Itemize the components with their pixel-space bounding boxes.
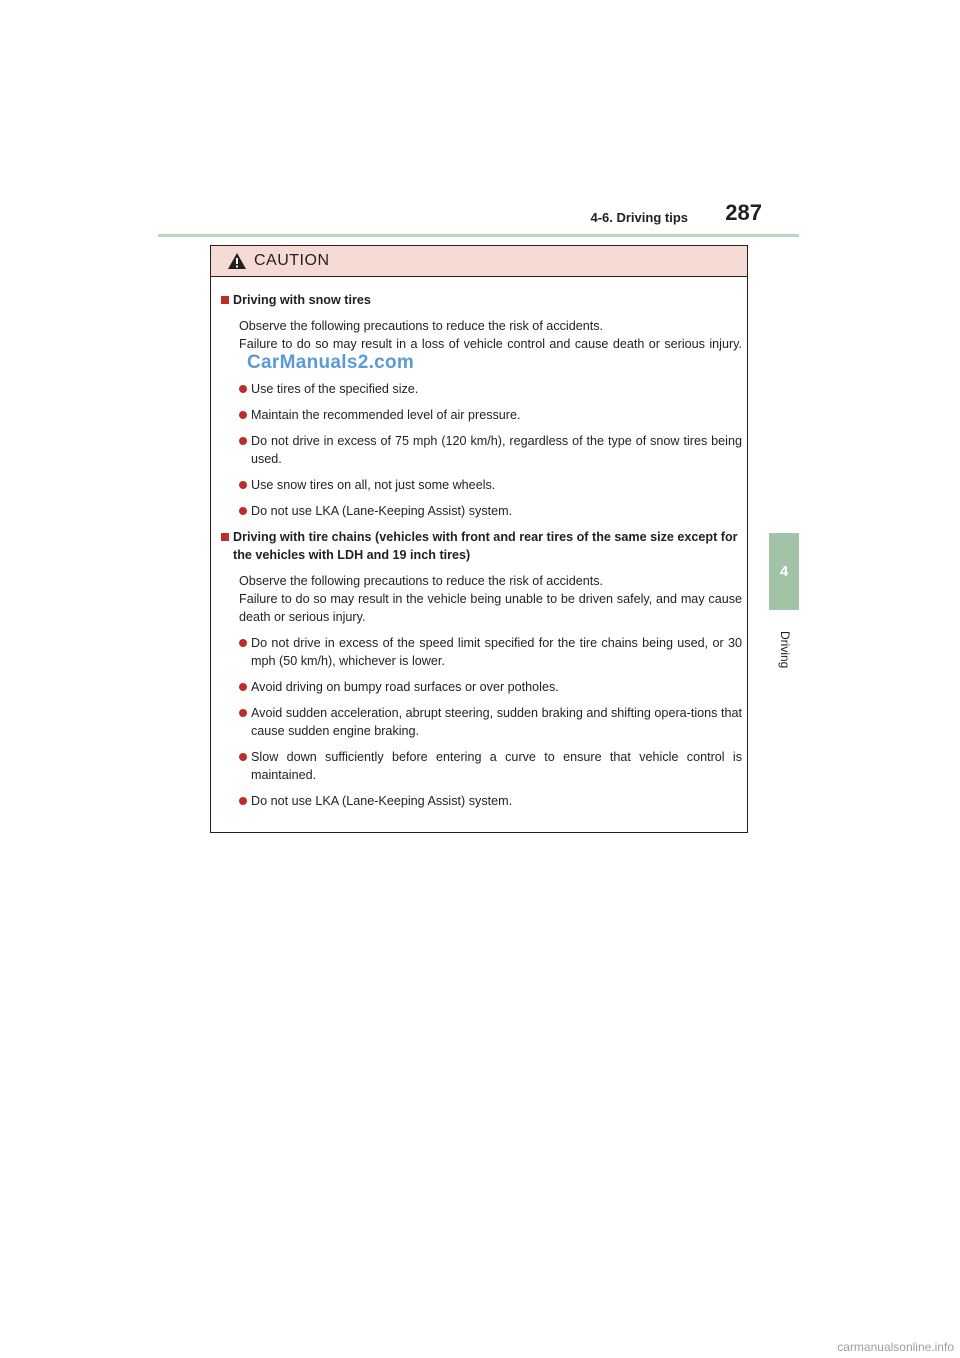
section-intro bbox=[221, 317, 742, 372]
bullet-item bbox=[221, 792, 742, 810]
bullet-icon bbox=[239, 753, 247, 761]
caution-box bbox=[210, 245, 748, 833]
bullet-icon bbox=[239, 709, 247, 717]
intro-line: Failure to do so may result in the vehicle being unable to be driven safely, and may cause death or serious injury. bbox=[239, 592, 742, 624]
chapter-number: 4 bbox=[779, 563, 789, 580]
caution-section bbox=[221, 528, 742, 810]
section-heading bbox=[221, 528, 742, 564]
bullet-icon bbox=[239, 683, 247, 691]
bullet-item bbox=[221, 634, 742, 670]
header-divider bbox=[158, 234, 799, 237]
bullet-item bbox=[221, 704, 742, 740]
bullet-icon bbox=[239, 385, 247, 393]
bullet-text: Avoid sudden acceleration, abrupt steering, sudden braking and shifting opera-tions that cause sudden engine braking. bbox=[251, 706, 742, 738]
bullet-item bbox=[221, 406, 742, 424]
bullet-icon bbox=[239, 507, 247, 515]
bullet-item bbox=[221, 380, 742, 398]
warning-triangle-icon bbox=[227, 252, 247, 270]
caution-title: CAUTION bbox=[254, 252, 330, 269]
bullet-text: Slow down sufficiently before entering a curve to ensure that vehicle control is maintained. bbox=[251, 750, 742, 782]
section-heading-text: Driving with snow tires bbox=[233, 293, 371, 307]
square-marker-icon bbox=[221, 533, 229, 541]
square-marker-icon bbox=[221, 296, 229, 304]
intro-line: Observe the following precautions to reduce the risk of accidents. bbox=[239, 319, 604, 333]
caution-body bbox=[211, 277, 747, 810]
intro-line: Observe the following precautions to reduce the risk of accidents. bbox=[239, 574, 604, 588]
bullet-text: Maintain the recommended level of air pressure. bbox=[251, 408, 521, 422]
page-number: 287 bbox=[725, 200, 762, 225]
chapter-label: Driving bbox=[778, 631, 792, 669]
bullet-item bbox=[221, 678, 742, 696]
bullet-icon bbox=[239, 639, 247, 647]
bullet-icon bbox=[239, 797, 247, 805]
bullet-text: Use tires of the specified size. bbox=[251, 382, 419, 396]
intro-line bbox=[239, 335, 742, 372]
bullet-item bbox=[221, 432, 742, 468]
bullet-item bbox=[221, 502, 742, 520]
bullet-text: Do not drive in excess of 75 mph (120 km/h), regardless of the type of snow tires being used. bbox=[251, 434, 742, 466]
caution-header bbox=[211, 246, 747, 277]
bullet-item bbox=[221, 748, 742, 784]
bullet-text: Do not use LKA (Lane-Keeping Assist) system. bbox=[251, 794, 513, 808]
bullet-icon bbox=[239, 437, 247, 445]
bullet-icon bbox=[239, 481, 247, 489]
bullet-item bbox=[221, 476, 742, 494]
footer-link[interactable]: carmanualsonline.info bbox=[837, 1340, 954, 1354]
caution-section bbox=[221, 291, 742, 520]
section-title: 4-6. Driving tips bbox=[590, 210, 688, 225]
chapter-tab bbox=[769, 533, 799, 610]
intro-line-text: Failure to do so may result in a loss of vehicle control and cause death or serious injury. bbox=[239, 337, 742, 351]
bullet-text: Use snow tires on all, not just some wheels. bbox=[251, 478, 496, 492]
section-heading-text: Driving with tire chains (vehicles with front and rear tires of the same size except for the vehicles with LDH and 19 inch tires) bbox=[233, 530, 738, 562]
watermark: CarManuals2.com bbox=[247, 352, 415, 373]
section-heading bbox=[221, 291, 742, 309]
section-intro bbox=[221, 572, 742, 626]
bullet-text: Do not drive in excess of the speed limit specified for the tire chains being used, or 30 mph (50 km/h), whichever is lower. bbox=[251, 636, 742, 668]
bullet-icon bbox=[239, 411, 247, 419]
bullet-text: Avoid driving on bumpy road surfaces or over potholes. bbox=[251, 680, 559, 694]
bullet-text: Do not use LKA (Lane-Keeping Assist) system. bbox=[251, 504, 513, 518]
